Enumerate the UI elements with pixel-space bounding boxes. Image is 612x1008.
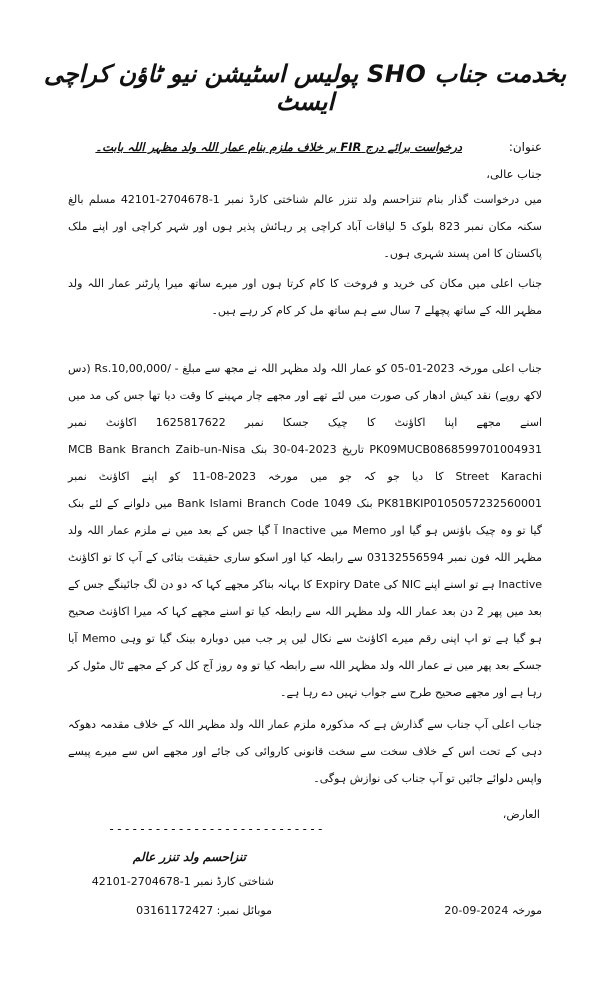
signer-name: تنزاحسم ولد تنزر عالم <box>132 850 246 864</box>
signer-cnic: شناختی کارڈ نمبر 1-2704678-42101 <box>91 875 274 888</box>
letter-title: بخدمت جناب SHO پولیس اسٹیشن نیو ٹاؤن کراچی ایسٹ <box>43 60 567 116</box>
salutation: جناب عالی، <box>486 167 542 181</box>
paragraph-request: جناب اعلی آپ جناب سے گذارش ہے کہ مذکورہ ملزم عمار اللہ ولد مظہر اللہ کے خلاف مقدمہ دھوکہ دہی کے تحت اس کے خلاف سخت سے سخت قانونی کاروائی کی جائے اور مجھے اس سے میرے پیسے واپس دلوائے جائیں تو آپ جناب کی نوازش ہوگی۔ <box>68 718 542 785</box>
subject-label: عنوان: <box>508 140 542 154</box>
letter-date: مورخہ 2024-09-20 <box>444 904 542 917</box>
paragraph-business: جناب اعلی میں مکان کی خرید و فروخت کا کام کرتا ہوں اور میرے ساتھ میرا پارٹنر عمار اللہ ولد مظہر اللہ کے ساتھ پچھلے 7 سال سے ہم ساتھ مل کر کام کر رہے ہیں۔ <box>68 277 542 317</box>
closing: العارض، <box>502 808 540 821</box>
paragraph-incident: جناب اعلی مورخہ 2023-01-05 کو عمار اللہ ولد مظہر اللہ نے مجھ سے مبلغ - /Rs.10,00,000 (دس لاکھ روپے) نقد کیش ادھار کی صورت میں لئے تھے اور مجھے چار مہینے کا وقت دیا تھا جس کی مد میں اسنے مجھے اپنا اکاؤنٹ کا چیک جسکا نمبر 1625817622 اکاؤنٹ نمبر PK09MUCB0868599701004931 تاریخ 2023-04-30 بنک MCB Bank Branch Zaib-un-Nisa Street Karachi کا دیا جو کہ جو میں مورخہ 2023-08-11 کو اپنے اکاؤنٹ نمبر PK81BKIP0105057232560001 بنک Bank Islami Branch Code 1049 میں دلوانے کے لئے بنک گیا تو وہ چیک باؤنس ہو گیا اور Memo میں Inactive آ گیا جس کے بعد میں نے ملزم عمار اللہ ولد مظہر اللہ فون نمبر 03132556594 سے رابطہ کیا اور اسکو ساری حقیقت بتائی کے آپ کا تو اکاؤنٹ Inactive ہے تو اسنے اپنے NIC کی Expiry Date کا بہانہ بناکر مجھے کہا کہ دو دن لگ جائینگے جس کے بعد میں پھر 2 دن بعد عمار اللہ ولد مظہر اللہ سے رابطہ کیا تو اسنے مجھے کہا کہ میرا اکاؤنٹ صحیح ہو گیا ہے تو اپ اپنی رقم میرے اکاؤنٹ سے نکال لیں پر جب میں دوبارہ بینک گیا تو وہی Memo آیا جسکے بعد پھر میں نے عمار اللہ ولد مظہر اللہ سے رابطہ کیا تو وہ روز آج کل کر کے مجھے ٹال مٹول کر رہا ہے اور مجھے صحیح طرح سے جواب نہیں دے رہا ہے۔ <box>68 362 543 699</box>
signature-line: ---------------------------- <box>108 822 325 836</box>
subject-text: درخواست برائے درج FIR بر خلاف ملزم بنام عمار اللہ ولد مظہر اللہ بابت۔ <box>95 140 462 154</box>
signer-mobile: موبائل نمبر: 03161172427 <box>136 904 272 917</box>
paragraph-introduction: میں درخواست گذار بنام تنزاحسم ولد تنزر عالم شناختی کارڈ نمبر 1-2704678-42101 مسلم بالغ سکنہ مکان نمبر 823 بلوک 5 لیاقات آباد کراچی پر رہائش پذیر ہوں اور شہر کراچی اور اپنے ملک پاکستان کا امن پسند شہری ہوں۔ <box>68 193 543 260</box>
